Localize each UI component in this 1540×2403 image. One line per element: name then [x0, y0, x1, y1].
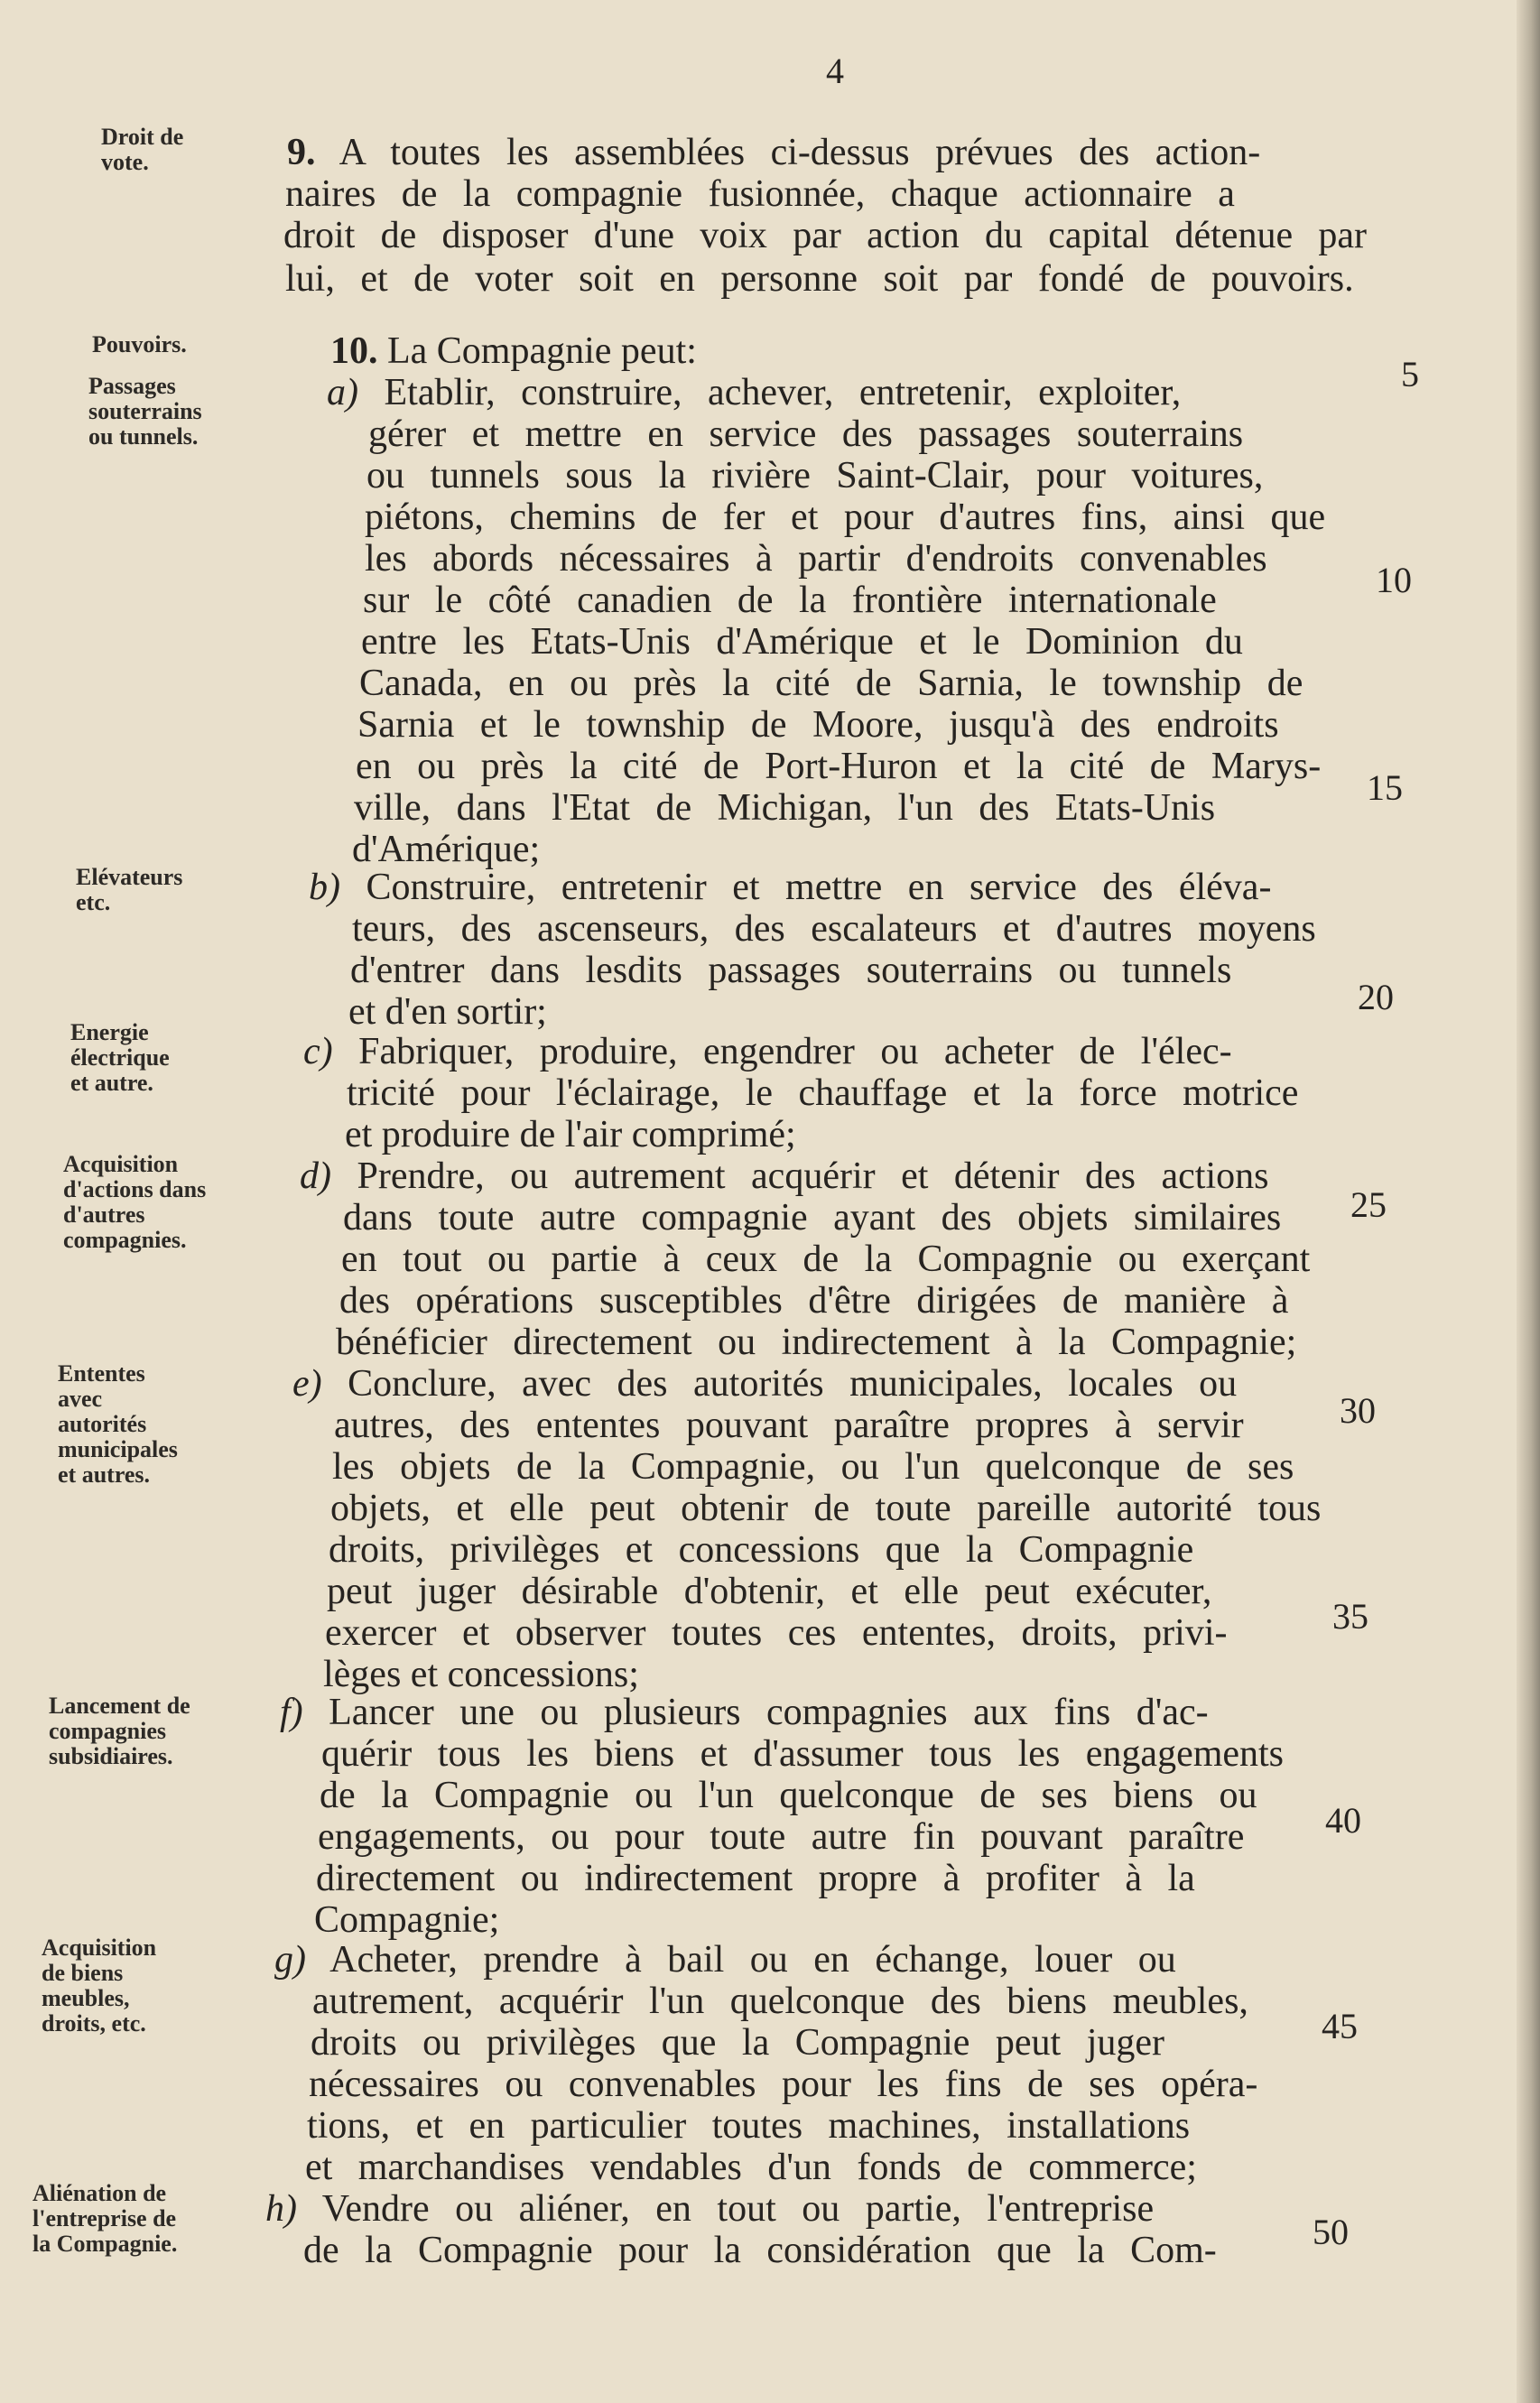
line-text: A toutes les assemblées ci-dessus prévues des action- — [315, 132, 1261, 173]
text-line — [356, 746, 1321, 787]
item-letter: c) — [303, 1031, 333, 1072]
page-edge — [1517, 0, 1540, 2403]
margin-note-line: Elévateurs — [76, 864, 183, 890]
text-line — [285, 258, 1354, 300]
margin-note — [92, 332, 187, 357]
margin-note-line: Droit de — [101, 124, 184, 150]
line-text: Prendre, ou autrement acquérir et détenir des actions — [331, 1155, 1269, 1197]
line-number: 30 — [1340, 1390, 1376, 1431]
line-number: 5 — [1401, 354, 1419, 394]
text-line — [321, 1733, 1284, 1775]
text-line — [363, 580, 1217, 621]
margin-note-line: municipales — [58, 1436, 178, 1462]
margin-note — [42, 1935, 156, 2037]
line-text: les objets de la Compagnie, ou l'un quelconque de ses — [332, 1446, 1294, 1488]
line-number: 15 — [1367, 767, 1403, 808]
line-number: 40 — [1325, 1800, 1361, 1841]
line-text: engagements, ou pour toute autre fin pouvant paraître — [318, 1816, 1245, 1858]
text-line — [303, 2230, 1217, 2271]
margin-note-line: autorités — [58, 1411, 147, 1437]
line-text: Canada, en ou près la cité de Sarnia, le township de — [359, 663, 1303, 704]
text-line — [366, 455, 1263, 496]
line-text: Construire, entretenir et mettre en service des éléva- — [340, 867, 1272, 908]
line-number: 50 — [1313, 2212, 1349, 2252]
margin-note-line: d'actions dans — [63, 1176, 207, 1202]
text-line — [307, 2105, 1190, 2147]
line-text: les abords nécessaires à partir d'endroits convenables — [365, 538, 1267, 580]
margin-note-line: Pouvoirs. — [92, 331, 187, 357]
line-text: Acheter, prendre à bail ou en échange, louer ou — [306, 1939, 1176, 1981]
text-line — [309, 2064, 1257, 2105]
margin-note-line: meubles, — [42, 1985, 130, 2011]
line-text: en ou près la cité de Port-Huron et la cité de Marys- — [356, 746, 1322, 787]
line-text: Etablir, construire, achever, entretenir, exploiter, — [358, 372, 1182, 413]
text-line — [332, 1446, 1294, 1488]
text-line — [336, 1322, 1296, 1363]
line-text: piétons, chemins de fer et pour d'autres fins, ainsi que — [365, 496, 1326, 538]
line-text: droits, privilèges et concessions que la Compagnie — [329, 1529, 1194, 1571]
text-line — [292, 1363, 1237, 1405]
text-line — [323, 1654, 639, 1695]
margin-note — [70, 1020, 170, 1096]
item-letter: e) — [292, 1363, 322, 1405]
margin-note — [58, 1361, 178, 1488]
text-line — [348, 991, 547, 1033]
line-text: objets, et elle peut obtenir de toute pareille autorité tous — [330, 1488, 1322, 1529]
margin-note — [32, 2181, 177, 2257]
line-text: La Compagnie peut: — [377, 330, 697, 372]
line-text: dans toute autre compagnie ayant des objets similaires — [343, 1197, 1282, 1239]
text-line — [280, 1692, 1209, 1733]
text-line — [350, 950, 1231, 991]
margin-note-line: Energie — [70, 1019, 149, 1045]
text-line — [320, 1775, 1257, 1816]
line-text: gérer et mettre en service des passages souterrains — [368, 413, 1244, 455]
line-text: ou tunnels sous la rivière Saint-Clair, pour voitures, — [366, 455, 1264, 496]
text-line — [330, 330, 697, 372]
line-text: teurs, des ascenseurs, des escalateurs et d'autres moyens — [352, 908, 1316, 950]
margin-note-line: Passages — [88, 373, 176, 399]
text-line — [354, 787, 1215, 829]
margin-note-line: Lancement de — [49, 1693, 190, 1719]
text-line — [345, 1114, 796, 1155]
margin-note-line: électrique — [70, 1044, 170, 1071]
line-text: tricité pour l'éclairage, le chauffage et la force motrice — [347, 1072, 1299, 1114]
line-text: en tout ou partie à ceux de la Compagnie ou exerçant — [341, 1239, 1311, 1280]
line-number: 45 — [1322, 2006, 1358, 2046]
line-text: ville, dans l'Etat de Michigan, l'un des Etats-Unis — [354, 787, 1216, 829]
margin-note-line: avec — [58, 1386, 103, 1412]
text-line — [365, 538, 1267, 580]
line-text: Vendre ou aliéner, en tout ou partie, l'entreprise — [297, 2188, 1155, 2230]
item-letter: g) — [274, 1939, 306, 1981]
line-text: naires de la compagnie fusionnée, chaque actionnaire a — [285, 173, 1235, 215]
margin-note — [76, 865, 182, 915]
item-letter: a) — [327, 372, 358, 413]
margin-note — [63, 1152, 206, 1253]
margin-note-line: etc. — [76, 889, 111, 915]
margin-note — [88, 374, 202, 450]
page-number: 4 — [826, 51, 844, 91]
text-line — [312, 1981, 1248, 2022]
line-text: Lancer une ou plusieurs compagnies aux fins d'ac- — [302, 1692, 1209, 1733]
margin-note-line: et autre. — [70, 1070, 153, 1096]
text-line — [352, 908, 1316, 950]
text-line — [368, 413, 1243, 455]
text-line — [343, 1197, 1281, 1239]
line-text: droit de disposer d'une voix par action du capital détenue par — [283, 215, 1367, 256]
text-line — [347, 1072, 1298, 1114]
text-line — [316, 1858, 1195, 1899]
margin-note-line: de biens — [42, 1960, 124, 1986]
line-text: d'entrer dans lesdits passages souterrains ou tunnels — [350, 950, 1232, 991]
margin-note-line: d'autres — [63, 1202, 145, 1228]
line-number: 10 — [1376, 560, 1412, 600]
text-line — [283, 215, 1367, 256]
line-text: lèges et concessions; — [323, 1654, 639, 1695]
text-line — [339, 1280, 1288, 1322]
text-line — [359, 663, 1303, 704]
line-text: et produire de l'air comprimé; — [345, 1114, 796, 1155]
line-text: nécessaires ou convenables pour les fins de ses opéra- — [309, 2064, 1258, 2105]
line-text: Fabriquer, produire, engendrer ou acheter de l'élec- — [332, 1031, 1232, 1072]
line-text: d'Amérique; — [352, 829, 541, 870]
section-number: 9. — [287, 132, 316, 173]
margin-note-line: compagnies. — [63, 1227, 187, 1253]
text-line — [361, 621, 1243, 663]
line-text: Conclure, avec des autorités municipales, locales ou — [321, 1363, 1238, 1405]
line-text: Compagnie; — [314, 1899, 500, 1941]
line-text: autrement, acquérir l'un quelconque des biens meubles, — [312, 1981, 1248, 2022]
margin-note-line: Ententes — [58, 1360, 145, 1387]
text-line — [285, 173, 1235, 215]
margin-note-line: et autres. — [58, 1461, 151, 1488]
margin-note-line: vote. — [101, 149, 149, 175]
line-number: 35 — [1332, 1596, 1368, 1637]
line-text: tions, et en particulier toutes machines, installations — [307, 2105, 1191, 2147]
item-letter: f) — [280, 1692, 303, 1733]
text-line — [341, 1239, 1310, 1280]
margin-note-line: Acquisition — [42, 1934, 157, 1961]
line-text: sur le côté canadien de la frontière internationale — [363, 580, 1217, 621]
text-line — [357, 704, 1279, 746]
line-text: bénéficier directement ou indirectement à la Compagnie; — [336, 1322, 1297, 1363]
line-text: lui, et de voter soit en personne soit par fondé de pouvoirs. — [285, 258, 1354, 300]
text-line — [352, 829, 540, 870]
margin-note-line: souterrains — [88, 398, 202, 424]
section-number: 10. — [330, 330, 378, 372]
text-line — [305, 2147, 1197, 2188]
line-text: des opérations susceptibles d'être dirigées de manière à — [339, 1280, 1289, 1322]
margin-note-line: droits, etc. — [42, 2010, 146, 2037]
line-text: et d'en sortir; — [348, 991, 547, 1033]
text-line — [327, 1571, 1211, 1612]
text-line — [311, 2022, 1164, 2064]
text-line — [325, 1612, 1228, 1654]
text-line — [265, 2188, 1154, 2230]
line-text: quérir tous les biens et d'assumer tous les engagements — [321, 1733, 1285, 1775]
margin-note-line: compagnies — [49, 1718, 166, 1744]
margin-note-line: Aliénation de — [32, 2180, 167, 2206]
text-line — [330, 1488, 1321, 1529]
margin-note-line: ou tunnels. — [88, 423, 199, 450]
line-text: de la Compagnie ou l'un quelconque de ses biens ou — [320, 1775, 1257, 1816]
line-text: droits ou privilèges que la Compagnie peut juger — [311, 2022, 1164, 2064]
line-text: entre les Etats-Unis d'Amérique et le Dominion du — [361, 621, 1243, 663]
margin-note-line: la Compagnie. — [32, 2231, 178, 2257]
line-text: Sarnia et le township de Moore, jusqu'à des endroits — [357, 704, 1279, 746]
line-number: 20 — [1358, 977, 1394, 1017]
text-line — [287, 132, 1260, 173]
margin-note-line: Acquisition — [63, 1151, 179, 1177]
line-text: peut juger désirable d'obtenir, et elle peut exécuter, — [327, 1571, 1212, 1612]
item-letter: d) — [300, 1155, 331, 1197]
line-text: exercer et observer toutes ces ententes, droits, privi- — [325, 1612, 1228, 1654]
margin-note-line: subsidiaires. — [49, 1743, 173, 1769]
text-line — [329, 1529, 1193, 1571]
item-letter: b) — [309, 867, 340, 908]
line-text: de la Compagnie pour la considération que la Com- — [303, 2230, 1217, 2271]
text-line — [318, 1816, 1244, 1858]
margin-note — [49, 1693, 190, 1769]
margin-note-line: l'entreprise de — [32, 2205, 177, 2231]
text-line — [274, 1939, 1176, 1981]
text-line — [334, 1405, 1244, 1446]
line-text: autres, des ententes pouvant paraître propres à servir — [334, 1405, 1244, 1446]
text-line — [365, 496, 1325, 538]
text-line — [327, 372, 1181, 413]
line-text: directement ou indirectement propre à profiter à la — [316, 1858, 1195, 1899]
item-letter: h) — [265, 2188, 297, 2230]
line-text: et marchandises vendables d'un fonds de commerce; — [305, 2147, 1197, 2188]
text-line — [300, 1155, 1268, 1197]
line-number: 25 — [1350, 1184, 1387, 1225]
text-line — [314, 1899, 499, 1941]
text-line — [303, 1031, 1232, 1072]
text-line — [309, 867, 1271, 908]
margin-note — [101, 125, 183, 175]
